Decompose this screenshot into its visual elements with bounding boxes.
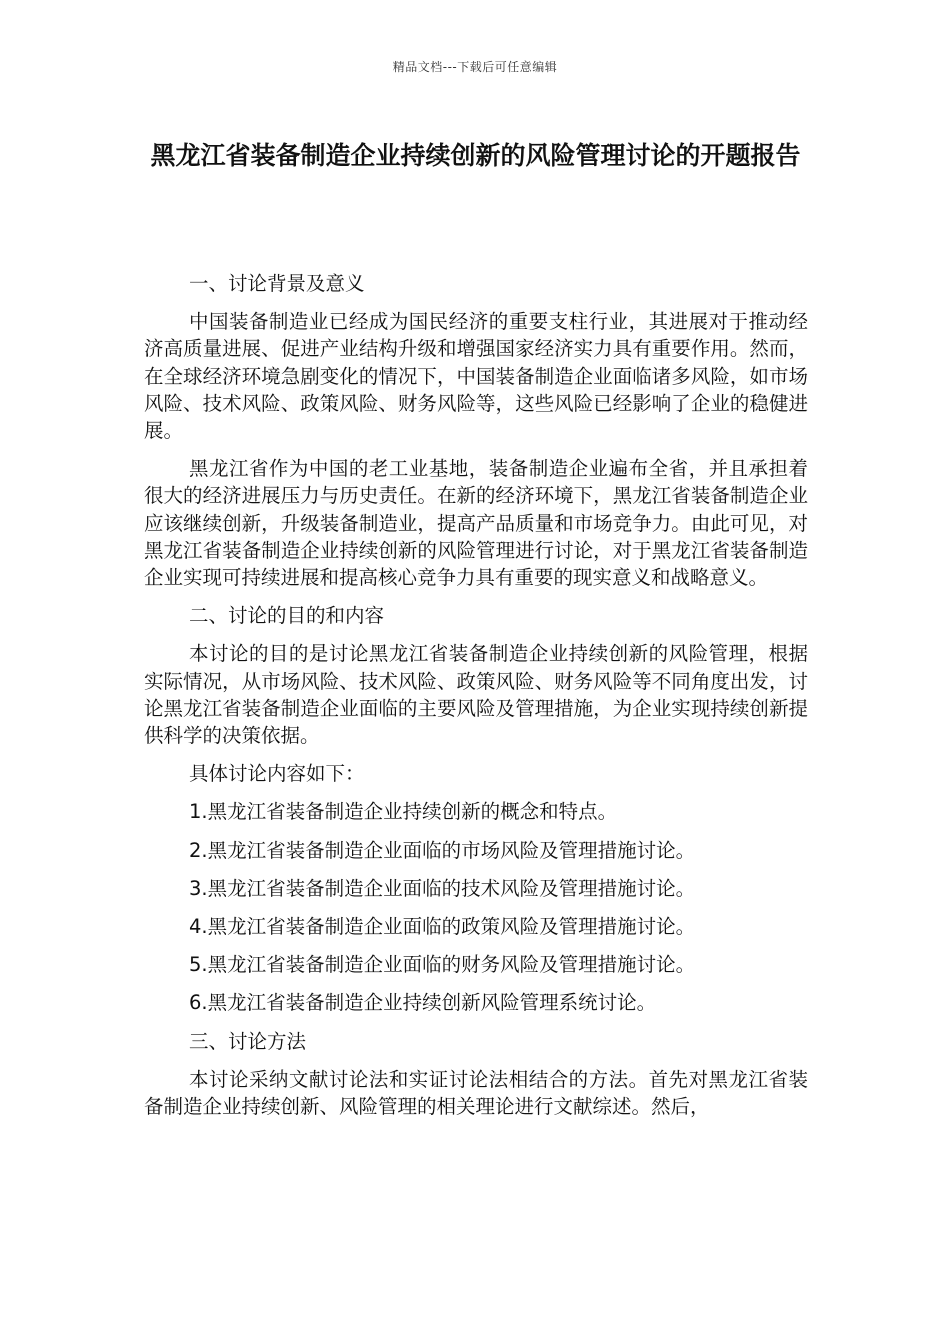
section-heading-purpose: 二、讨论的目的和内容 <box>189 604 385 628</box>
document-title: 黑龙江省装备制造企业持续创新的风险管理讨论的开题报告 <box>150 141 801 170</box>
list-item-3: 3.黑龙江省装备制造企业面临的技术风险及管理措施讨论。 <box>189 876 696 900</box>
list-item-6: 6.黑龙江省装备制造企业持续创新风险管理系统讨论。 <box>189 991 657 1015</box>
page-header-note: 精品文档---下载后可任意编辑 <box>392 60 558 74</box>
list-item-2: 2.黑龙江省装备制造企业面临的市场风险及管理措施讨论。 <box>189 838 696 862</box>
paragraph-industry-overview: 中国装备制造业已经成为国民经济的重要支柱行业，其进展对于推动经济高质量进展、促进产业结构升级和增强国家经济实力具有重要作用。然而，在全球经济环境急剧变化的情况下，中国装备制造企业面临诸多风险，如市场风险、技术风险、政策风险、财务风险等，这些风险已经影响了企业的稳健进展。 <box>144 310 808 443</box>
list-item-1: 1.黑龙江省装备制造企业持续创新的概念和特点。 <box>189 800 618 824</box>
paragraph-method: 本讨论采纳文献讨论法和实证讨论法相结合的方法。首先对黑龙江省装备制造企业持续创新、风险管理的相关理论进行文献综述。然后， <box>144 1067 808 1119</box>
document-body <box>144 270 808 1131</box>
list-item-5: 5.黑龙江省装备制造企业面临的财务风险及管理措施讨论。 <box>189 953 696 977</box>
paragraph-purpose: 本讨论的目的是讨论黑龙江省装备制造企业持续创新的风险管理，根据实际情况，从市场风险、技术风险、政策风险、财务风险等不同角度出发，讨论黑龙江省装备制造企业面临的主要风险及管理措施，为企业实现持续创新提供科学的决策依据。 <box>144 642 808 748</box>
section-heading-method: 三、讨论方法 <box>189 1029 307 1053</box>
section-heading-background: 一、讨论背景及意义 <box>189 272 365 295</box>
paragraph-content-intro: 具体讨论内容如下： <box>189 762 365 786</box>
list-item-4: 4.黑龙江省装备制造企业面临的政策风险及管理措施讨论。 <box>189 915 696 939</box>
paragraph-heilongjiang: 黑龙江省作为中国的老工业基地，装备制造企业遍布全省，并且承担着很大的经济进展压力与历史责任。在新的经济环境下，黑龙江省装备制造企业应该继续创新，升级装备制造业，提高产品质量和市场竞争力。由此可见，对黑龙江省装备制造企业持续创新的风险管理进行讨论，对于黑龙江省装备制造企业实现可持续进展和提高核心竞争力具有重要的现实意义和战略意义。 <box>144 457 808 590</box>
